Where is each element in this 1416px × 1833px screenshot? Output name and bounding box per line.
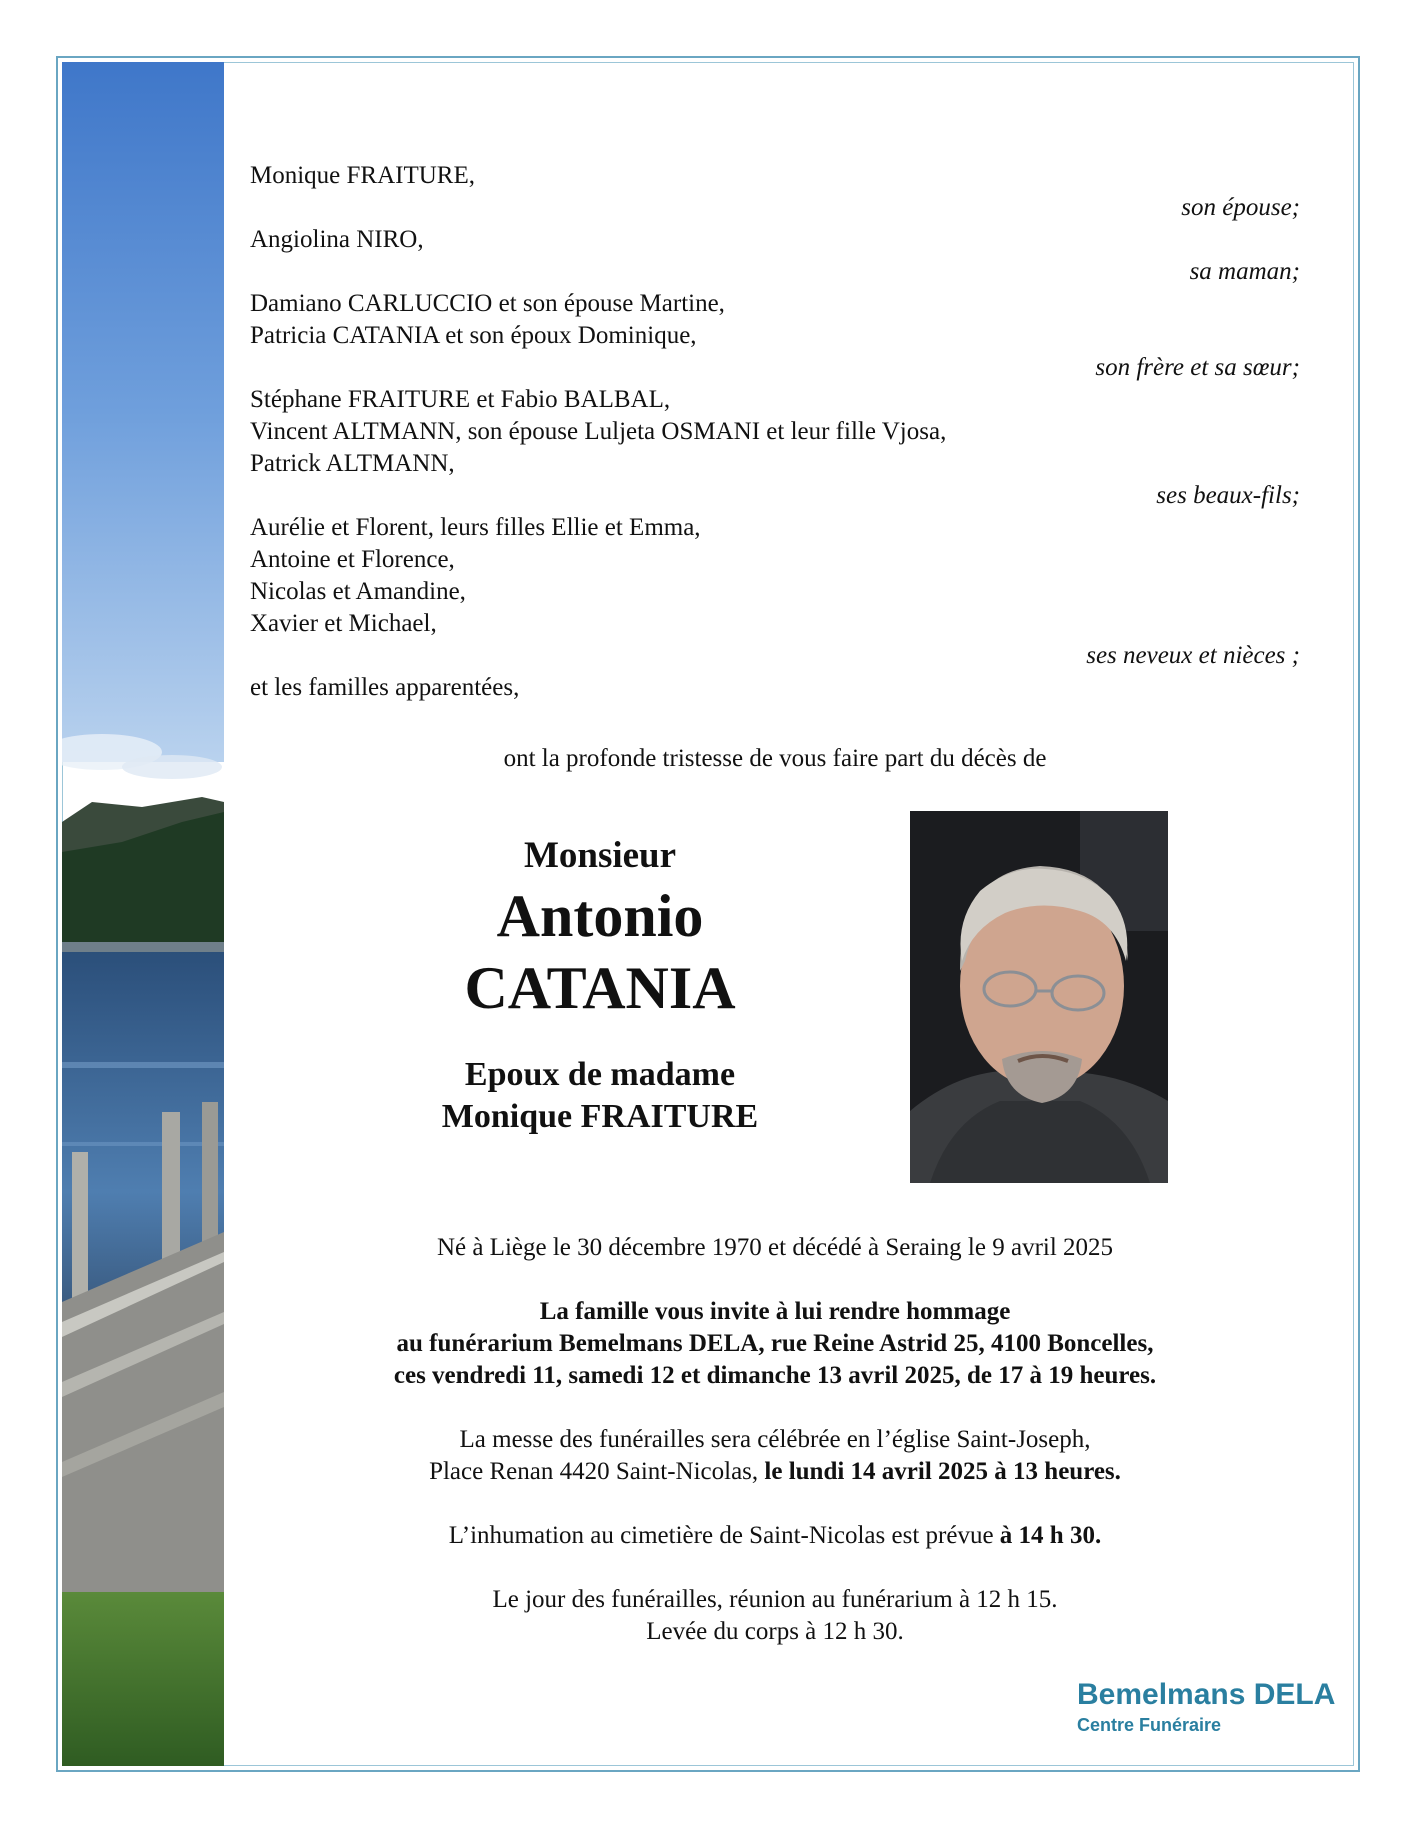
family-name-line: Xavier et Michael, <box>250 610 437 637</box>
family-name-line: Nicolas et Amandine, <box>250 578 466 605</box>
family-name-line: Stéphane FRAITURE et Fabio BALBAL, <box>250 386 671 413</box>
family-list <box>250 160 1300 704</box>
deceased-title: Monsieur <box>523 835 677 876</box>
burial-text: L’inhumation au cimetière de Saint-Nicolas est prévue <box>448 1522 1000 1549</box>
visit-line-1: La famille vous invite à lui rendre hommage <box>539 1298 1011 1325</box>
funeral-details <box>250 1232 1300 1648</box>
family-relation: sa maman; <box>1189 258 1300 285</box>
family-name-line: Vincent ALTMANN, son épouse Luljeta OSMANI et leur fille Vjosa, <box>250 418 947 445</box>
family-relation: son frère et sa sœur; <box>1095 354 1300 381</box>
visit-line-2: au funérarium Bemelmans DELA, rue Reine Astrid 25, 4100 Boncelles, <box>396 1330 1154 1357</box>
deceased-name-block <box>380 832 820 1138</box>
family-name-line: Angiolina NIRO, <box>250 226 424 253</box>
burial-line <box>250 1520 1300 1552</box>
lake-pier-photo-strip <box>62 62 224 1766</box>
family-name-line: Patrick ALTMANN, <box>250 450 455 477</box>
meeting-line-2: Levée du corps à 12 h 30. <box>646 1618 904 1645</box>
family-group-nephews <box>250 512 1300 672</box>
deceased-last-name: CATANIA <box>464 955 736 1021</box>
mass-location: Place Renan 4420 Saint-Nicolas, <box>429 1458 765 1485</box>
mass-line-2 <box>250 1456 1300 1488</box>
family-relation: ses beaux-fils; <box>1156 482 1300 509</box>
family-name-line: Antoine et Florence, <box>250 546 455 573</box>
family-name-line: Aurélie et Florent, leurs filles Ellie et Emma, <box>250 514 701 541</box>
burial-time: à 14 h 30. <box>999 1522 1102 1549</box>
announcement-line: ont la profonde tristesse de vous faire part du décès de <box>503 745 1047 772</box>
logo-subtitle: Centre Funéraire <box>1077 1715 1222 1735</box>
mass-date-time: le lundi 14 avril 2025 à 13 heures. <box>764 1458 1121 1485</box>
birth-death-line: Né à Liège le 30 décembre 1970 et décédé à Seraing le 9 avril 2025 <box>436 1234 1114 1261</box>
family-group-spouse <box>250 160 1300 224</box>
funeral-home-logo <box>1077 1678 1335 1738</box>
spouse-line-1: Epoux de madame <box>464 1056 736 1093</box>
family-group-mother <box>250 224 1300 288</box>
meeting-line-1: Le jour des funérailles, réunion au funérarium à 12 h 15. <box>492 1586 1058 1613</box>
deceased-first-name: Antonio <box>496 883 704 949</box>
spouse-line-2: Monique FRAITURE <box>441 1098 759 1135</box>
family-group-stepsons <box>250 384 1300 512</box>
deceased-spouse <box>380 1054 820 1138</box>
closing-family-line: et les familles apparentées, <box>250 674 520 701</box>
deceased-portrait-photo <box>910 811 1168 1183</box>
mass-line-1: La messe des funérailles sera célébrée en l’église Saint-Joseph, <box>459 1426 1091 1453</box>
family-name-line: Monique FRAITURE, <box>250 162 475 189</box>
logo-name: Bemelmans DELA <box>1077 1678 1336 1711</box>
family-relation: ses neveux et nièces ; <box>1086 642 1300 669</box>
family-group-siblings <box>250 288 1300 384</box>
family-name-line: Patricia CATANIA et son époux Dominique, <box>250 322 697 349</box>
family-relation: son épouse; <box>1181 194 1300 221</box>
visit-line-3: ces vendredi 11, samedi 12 et dimanche 13 avril 2025, de 17 à 19 heures. <box>393 1362 1157 1389</box>
family-name-line: Damiano CARLUCCIO et son épouse Martine, <box>250 290 725 317</box>
